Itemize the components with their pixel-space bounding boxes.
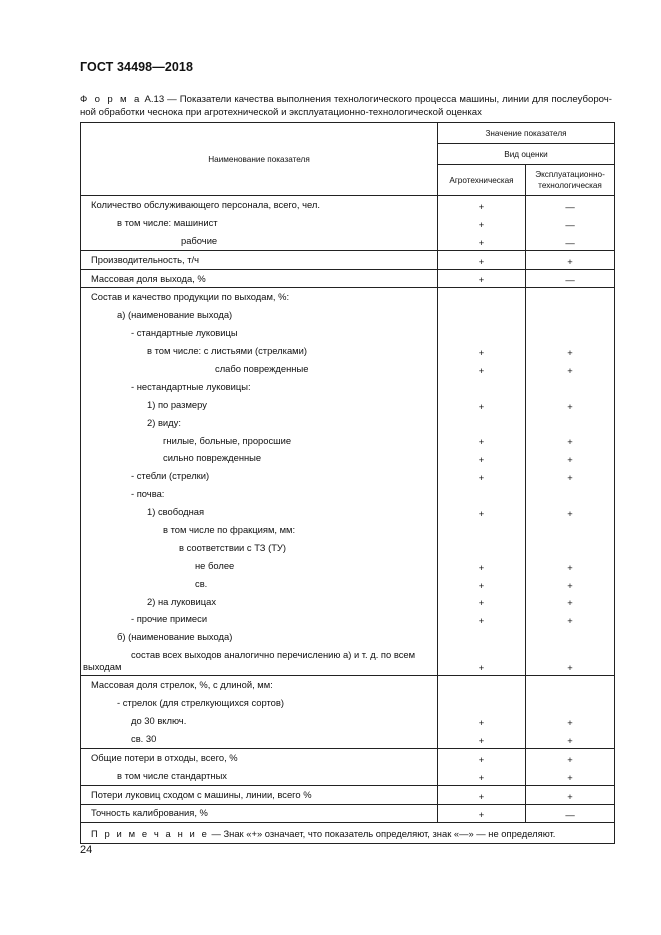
agrotechnical-value: + [438, 342, 526, 360]
table-row [81, 306, 615, 324]
table-body [81, 196, 615, 823]
table-row [81, 694, 615, 712]
table-row [81, 646, 615, 676]
operational-value [526, 485, 615, 503]
operational-value: + [526, 467, 615, 485]
agrotechnical-value [438, 485, 526, 503]
operational-value [526, 628, 615, 646]
agrotechnical-value [438, 306, 526, 324]
operational-value: + [526, 785, 615, 804]
note-word: П р и м е ч а н и е [91, 827, 209, 839]
table-row [81, 324, 615, 342]
header-indicator-name: Наименование показателя [81, 123, 438, 196]
indicator-name: в том числе стандартных [81, 767, 438, 785]
agrotechnical-value: + [438, 232, 526, 250]
table-row [81, 748, 615, 766]
agrotechnical-value [438, 676, 526, 694]
agrotechnical-value: + [438, 250, 526, 269]
agrotechnical-value: + [438, 767, 526, 785]
indicator-name: - стебли (стрелки) [81, 467, 438, 485]
operational-value: + [526, 748, 615, 766]
table-row [81, 288, 615, 306]
table-row [81, 676, 615, 694]
table-row [81, 628, 615, 646]
table-row [81, 250, 615, 269]
indicator-name: в том числе: машинист [81, 214, 438, 232]
table-row [81, 378, 615, 396]
indicator-name: не более [81, 557, 438, 575]
document-code: ГОСТ 34498—2018 [80, 60, 194, 74]
indicator-name: а) (наименование выхода) [81, 306, 438, 324]
agrotechnical-value: + [438, 593, 526, 611]
indicator-name: слабо поврежденные [81, 360, 438, 378]
indicator-name: в том числе: с листьями (стрелками) [81, 342, 438, 360]
agrotechnical-value: + [438, 396, 526, 414]
operational-value: — [526, 214, 615, 232]
agrotechnical-value [438, 414, 526, 432]
header-operational: Эксплуатационно-технологическая [526, 165, 615, 196]
operational-value [526, 378, 615, 396]
table-row [81, 467, 615, 485]
agrotechnical-value [438, 694, 526, 712]
caption-forma-word: Ф о р м а [80, 94, 142, 105]
operational-value: + [526, 449, 615, 467]
indicator-name: б) (наименование выхода) [81, 628, 438, 646]
agrotechnical-value: + [438, 748, 526, 766]
indicator-name: - почва: [81, 485, 438, 503]
indicator-name: состав всех выходов аналогично перечислению а) и т. д. по всем выходам [81, 646, 438, 676]
indicator-name: - стрелок (для стрелкующихся сортов) [81, 694, 438, 712]
header-evaluation-kind: Вид оценки [438, 144, 615, 165]
agrotechnical-value: + [438, 730, 526, 748]
quality-indicators-table [80, 122, 615, 844]
page-number: 24 [80, 844, 93, 856]
table-row [81, 610, 615, 628]
operational-value: + [526, 250, 615, 269]
operational-value [526, 694, 615, 712]
indicator-name: Производительность, т/ч [81, 250, 438, 269]
operational-value: + [526, 360, 615, 378]
operational-value: + [526, 396, 615, 414]
form-caption [80, 94, 612, 119]
table-row [81, 196, 615, 214]
table-row [81, 503, 615, 521]
indicator-name: 1) свободная [81, 503, 438, 521]
agrotechnical-value [438, 521, 526, 539]
indicator-name: гнилые, больные, проросшие [81, 432, 438, 450]
operational-value: — [526, 196, 615, 214]
operational-value: — [526, 804, 615, 823]
indicator-name: Состав и качество продукции по выходам, %: [81, 288, 438, 306]
agrotechnical-value: + [438, 196, 526, 214]
table-row [81, 396, 615, 414]
table-row [81, 539, 615, 557]
operational-value [526, 288, 615, 306]
agrotechnical-value: + [438, 785, 526, 804]
indicator-name: Потери луковиц сходом с машины, линии, всего % [81, 785, 438, 804]
agrotechnical-value: + [438, 557, 526, 575]
table-row [81, 575, 615, 593]
agrotechnical-value: + [438, 269, 526, 288]
agrotechnical-value: + [438, 503, 526, 521]
note-text: — Знак «+» означает, что показатель определяют, знак «—» — не определяют. [208, 827, 556, 839]
header-agrotechnical: Агротехническая [438, 165, 526, 196]
table-row [81, 521, 615, 539]
indicator-name: Массовая доля выхода, % [81, 269, 438, 288]
operational-value [526, 521, 615, 539]
indicator-name: Массовая доля стрелок, %, с длиной, мм: [81, 676, 438, 694]
indicator-name: Общие потери в отходы, всего, % [81, 748, 438, 766]
agrotechnical-value: + [438, 575, 526, 593]
table-row [81, 360, 615, 378]
agrotechnical-value [438, 324, 526, 342]
indicator-name: - стандартные луковицы [81, 324, 438, 342]
operational-value: + [526, 593, 615, 611]
indicator-name: 1) по размеру [81, 396, 438, 414]
agrotechnical-value: + [438, 467, 526, 485]
operational-value: + [526, 767, 615, 785]
header-indicator-value: Значение показателя [438, 123, 615, 144]
table-row [81, 593, 615, 611]
agrotechnical-value: + [438, 214, 526, 232]
table-note-row [81, 823, 615, 844]
agrotechnical-value: + [438, 360, 526, 378]
table-row [81, 730, 615, 748]
table-row [81, 269, 615, 288]
table-row [81, 712, 615, 730]
agrotechnical-value [438, 378, 526, 396]
agrotechnical-value: + [438, 646, 526, 676]
operational-value: — [526, 232, 615, 250]
indicator-name: св. 30 [81, 730, 438, 748]
table-row [81, 804, 615, 823]
agrotechnical-value: + [438, 712, 526, 730]
indicator-name: рабочие [81, 232, 438, 250]
indicator-name: в том числе по фракциям, мм: [81, 521, 438, 539]
operational-value: + [526, 646, 615, 676]
indicator-name: 2) на луковицах [81, 593, 438, 611]
operational-value [526, 306, 615, 324]
operational-value [526, 539, 615, 557]
indicator-name: сильно поврежденные [81, 449, 438, 467]
agrotechnical-value [438, 288, 526, 306]
indicator-name: - нестандартные луковицы: [81, 378, 438, 396]
indicator-name: до 30 включ. [81, 712, 438, 730]
table-row [81, 785, 615, 804]
agrotechnical-value: + [438, 610, 526, 628]
indicator-name: Количество обслуживающего персонала, всего, чел. [81, 196, 438, 214]
indicator-name: - прочие примеси [81, 610, 438, 628]
operational-value: + [526, 342, 615, 360]
table-row [81, 767, 615, 785]
table-row [81, 557, 615, 575]
indicator-name: св. [81, 575, 438, 593]
table-row [81, 214, 615, 232]
table-row [81, 232, 615, 250]
caption-text: А.13 — Показатели качества выполнения технологического процесса машины, линии для послеубороч-ной обработки чеснока при агротехнической и эксплуатационно-технологической оценках [80, 94, 613, 118]
operational-value: + [526, 730, 615, 748]
operational-value: + [526, 610, 615, 628]
operational-value: + [526, 557, 615, 575]
operational-value: + [526, 432, 615, 450]
operational-value: — [526, 269, 615, 288]
table-row [81, 485, 615, 503]
table-row [81, 449, 615, 467]
indicator-name: 2) виду: [81, 414, 438, 432]
operational-value [526, 414, 615, 432]
agrotechnical-value: + [438, 432, 526, 450]
indicator-name: Точность калибрования, % [81, 804, 438, 823]
operational-value [526, 676, 615, 694]
table-row [81, 432, 615, 450]
agrotechnical-value [438, 628, 526, 646]
operational-value [526, 324, 615, 342]
operational-value: + [526, 712, 615, 730]
agrotechnical-value: + [438, 804, 526, 823]
table-row [81, 414, 615, 432]
operational-value: + [526, 575, 615, 593]
table-note [81, 823, 615, 844]
operational-value: + [526, 503, 615, 521]
agrotechnical-value [438, 539, 526, 557]
table-row [81, 342, 615, 360]
agrotechnical-value: + [438, 449, 526, 467]
indicator-name: в соответствии с ТЗ (ТУ) [81, 539, 438, 557]
